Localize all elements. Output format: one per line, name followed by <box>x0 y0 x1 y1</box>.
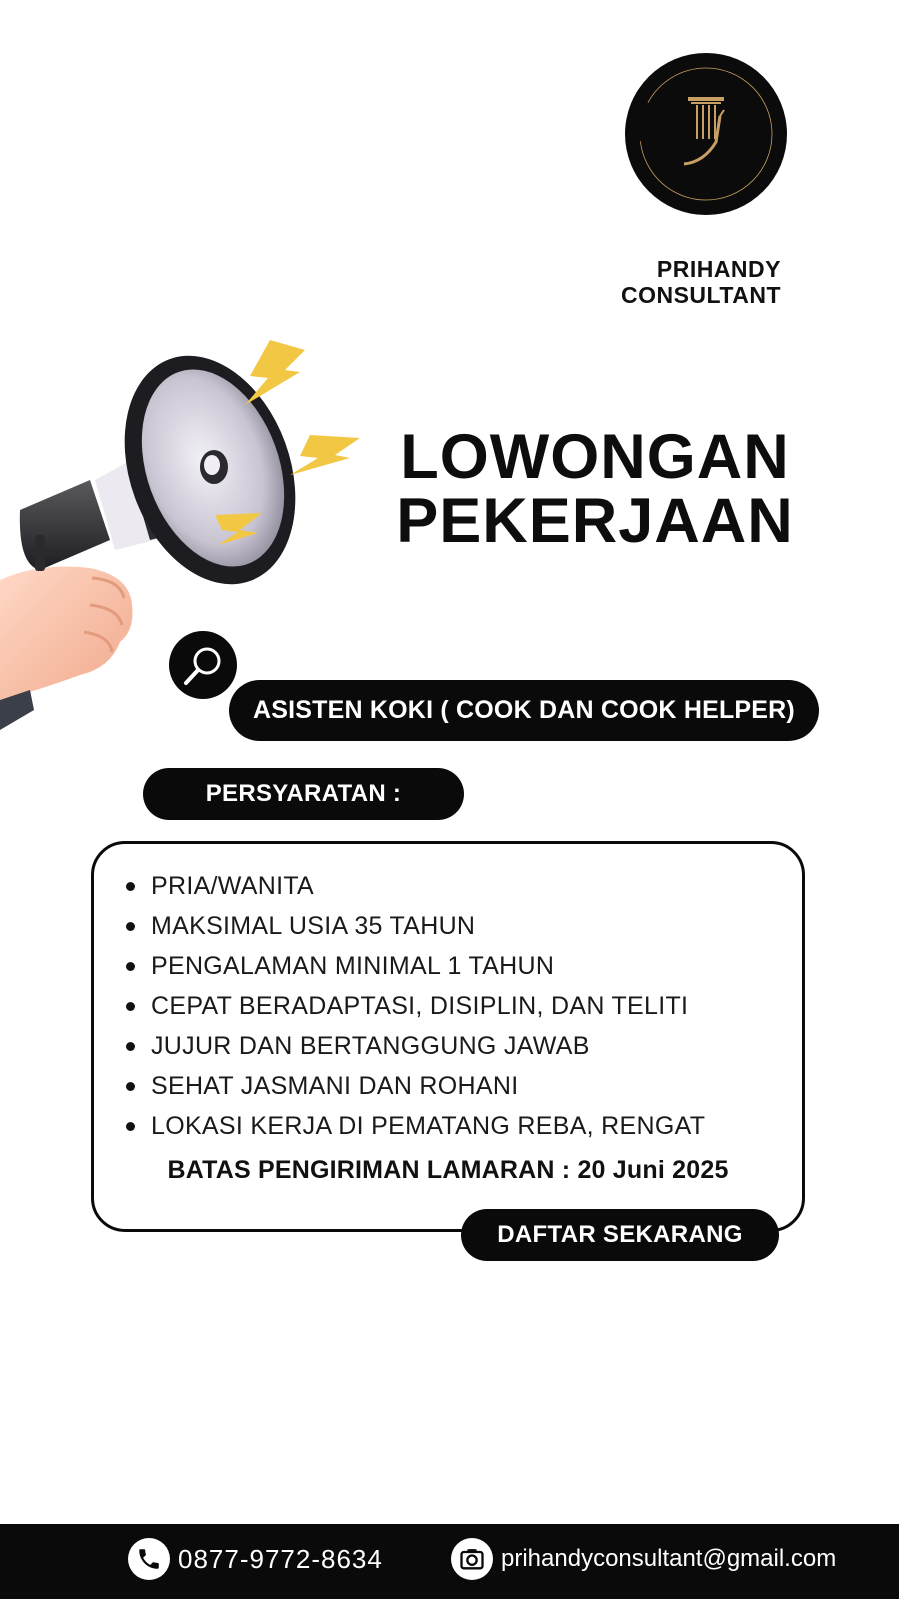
list-item: SEHAT JASMANI DAN ROHANI <box>124 1066 705 1106</box>
headline-line2: PEKERJAAN <box>396 486 794 556</box>
email-contact[interactable] <box>451 1538 836 1580</box>
headline <box>380 422 810 556</box>
headline-line1: LOWONGAN <box>400 422 790 492</box>
register-now-label: DAFTAR SEKARANG <box>497 1221 743 1248</box>
footer-bar <box>0 1524 899 1599</box>
requirements-box <box>91 841 805 1232</box>
requirements-label-badge <box>143 768 464 820</box>
phone-icon <box>128 1538 170 1580</box>
position-title: ASISTEN KOKI ( COOK DAN COOK HELPER) <box>253 696 795 724</box>
phone-number: 0877-9772-8634 <box>178 1543 383 1574</box>
register-now-button[interactable] <box>461 1209 779 1261</box>
camera-icon <box>451 1538 493 1580</box>
company-name-line1: PRIHANDY <box>656 256 781 282</box>
search-icon <box>169 631 237 699</box>
application-deadline: BATAS PENGIRIMAN LAMARAN : 20 Juni 2025 <box>167 1156 729 1184</box>
requirements-list <box>124 866 705 1146</box>
company-name <box>621 256 781 308</box>
phone-contact[interactable] <box>128 1538 383 1580</box>
company-logo <box>624 52 788 216</box>
email-address: prihandyconsultant@gmail.com <box>501 1545 837 1572</box>
list-item: LOKASI KERJA DI PEMATANG REBA, RENGAT <box>124 1106 705 1146</box>
list-item: JUJUR DAN BERTANGGUNG JAWAB <box>124 1026 705 1066</box>
position-title-badge <box>229 680 819 741</box>
requirements-label: PERSYARATAN : <box>205 780 402 807</box>
company-name-line2: CONSULTANT <box>620 282 781 308</box>
list-item: PENGALAMAN MINIMAL 1 TAHUN <box>124 946 705 986</box>
list-item: PRIA/WANITA <box>124 866 705 906</box>
list-item: MAKSIMAL USIA 35 TAHUN <box>124 906 705 946</box>
list-item: CEPAT BERADAPTASI, DISIPLIN, DAN TELITI <box>124 986 705 1026</box>
